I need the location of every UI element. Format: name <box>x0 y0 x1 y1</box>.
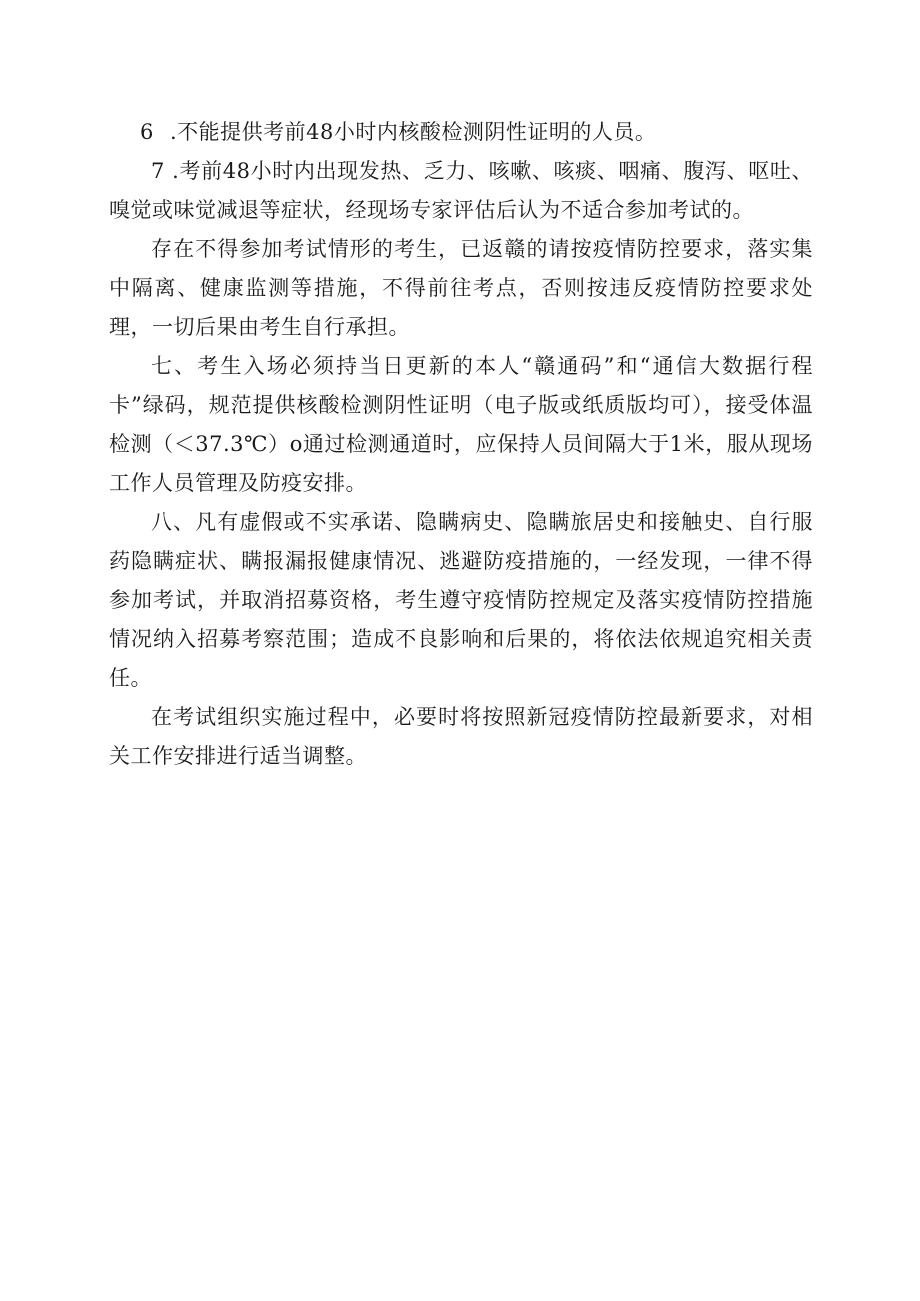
paragraph-section-7 <box>109 347 813 503</box>
paragraph-text: 八、凡有虚假或不实承诺、隐瞒病史、隐瞒旅居史和接触史、自行服药隐瞒症状、瞒报漏报健康情况、逃避防疫措施的，一经发现，一律不得参加考试，并取消招募资格，考生遵守疫情防控规定及落实疫情防控措施情况纳入招募考察范围；造成不良影响和后果的，将依法依规追究相关责任。 <box>109 510 813 690</box>
paragraph-item-7 <box>109 152 813 230</box>
paragraph-text: 七、考生入场必须持当日更新的本人“赣通码”和“通信大数据行程卡”绿码，规范提供核酸检测阴性证明（电子版或纸质版均可），接受体温检测（＜37.3℃）o通过检测通道时，应保持人员间隔大于1米，服从现场工作人员管理及防疫安排。 <box>109 354 813 495</box>
paragraph-text: 存在不得参加考试情形的考生，已返赣的请按疫情防控要求，落实集中隔离、健康监测等措施，不得前往考点，否则按违反疫情防控要求处理，一切后果由考生自行承担。 <box>109 237 813 339</box>
paragraph-adjustment-note <box>109 698 813 776</box>
paragraph-section-8 <box>109 503 813 698</box>
paragraph-text: .不能提供考前48小时内核酸检测阴性证明的人员。 <box>170 120 657 144</box>
item-number: 6 <box>140 120 154 144</box>
document-body <box>109 113 813 776</box>
paragraph-text: 7 .考前48小时内出现发热、乏力、咳嗽、咳痰、咽痛、腹泻、呕吐、嗅觉或味觉减退等症状，经现场专家评估后认为不适合参加考试的。 <box>109 159 813 222</box>
paragraph-text: 在考试组织实施过程中，必要时将按照新冠疫情防控最新要求，对相关工作安排进行适当调整。 <box>109 705 813 768</box>
paragraph-restricted-candidates <box>109 230 813 347</box>
paragraph-item-6 <box>109 113 813 152</box>
